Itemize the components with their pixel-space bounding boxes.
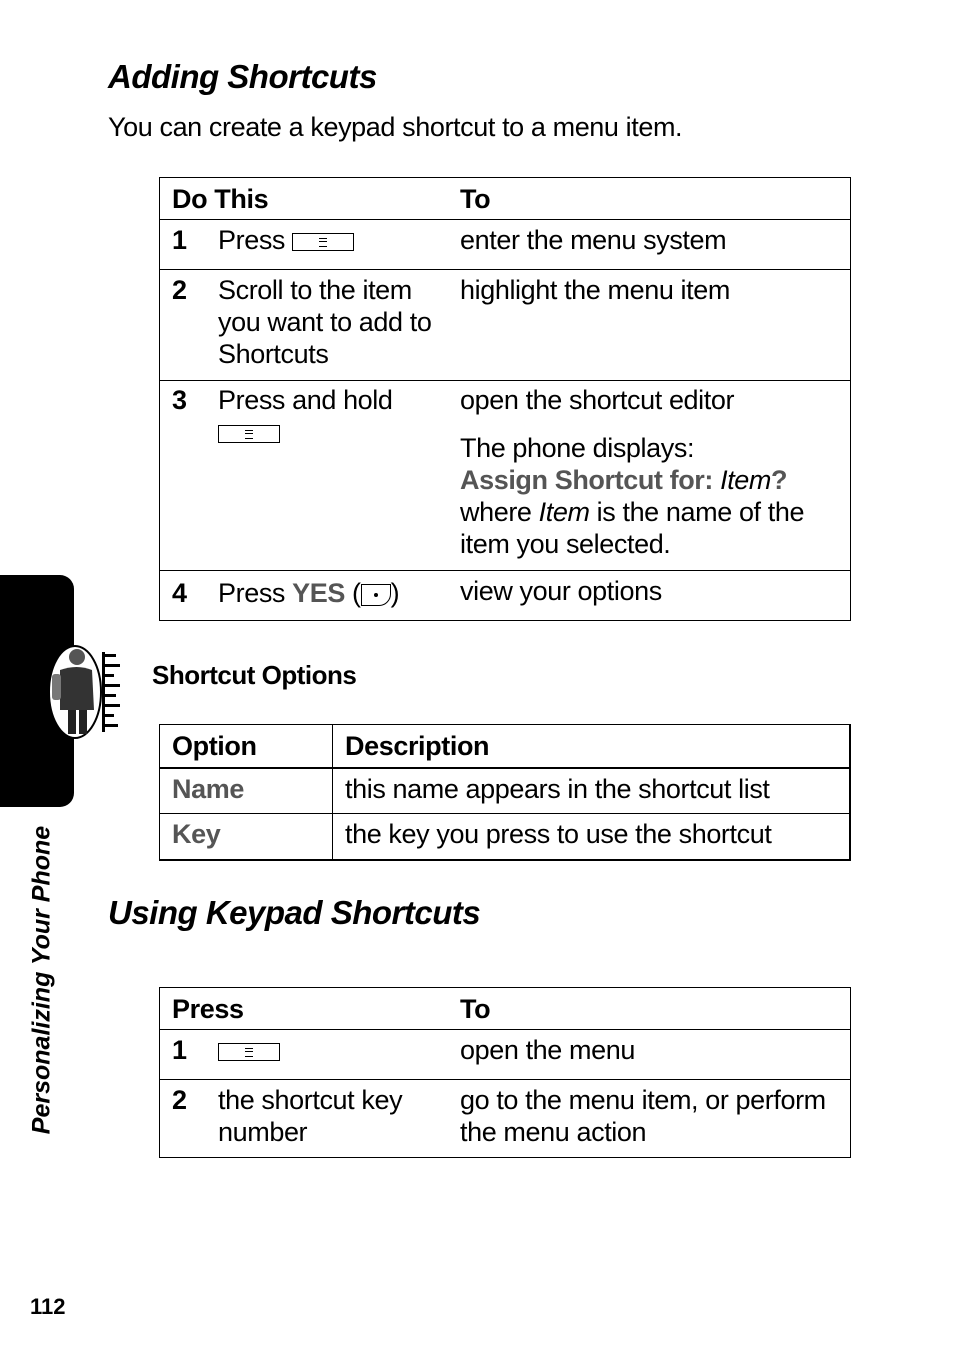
- step-action: the shortcut key number: [218, 1085, 403, 1147]
- step-action: Press: [218, 225, 286, 255]
- menu-key-icon: [218, 425, 280, 443]
- step-action: Press: [218, 578, 293, 608]
- column-header-do-this: Do This: [172, 183, 269, 214]
- intro-text: You can create a keypad shortcut to a menu item.: [108, 112, 683, 142]
- step-result: go to the menu item, or perform the menu action: [460, 1085, 826, 1147]
- step-result: view your options: [460, 576, 662, 606]
- display-prompt: Assign Shortcut for: Item?: [460, 465, 788, 495]
- table-row: [160, 767, 849, 813]
- step-number: 1: [172, 1035, 187, 1065]
- option-description: the key you press to use the shortcut: [345, 819, 772, 849]
- table-row: [160, 219, 850, 269]
- column-header-to: To: [460, 993, 491, 1024]
- subsection-title-shortcut-options: Shortcut Options: [152, 660, 357, 690]
- column-header-press: Press: [172, 993, 244, 1024]
- keypad-shortcuts-table: [159, 987, 851, 1158]
- menu-key-icon: [292, 233, 354, 251]
- step-number: 1: [172, 225, 187, 255]
- step-number: 2: [172, 275, 187, 305]
- steps-table: [159, 177, 851, 621]
- column-header-description: Description: [345, 731, 490, 761]
- step-result: enter the menu system: [460, 225, 727, 255]
- step-number: 2: [172, 1085, 187, 1115]
- options-table: [159, 724, 851, 861]
- display-note-intro: The phone displays:: [460, 433, 695, 463]
- step-action: Scroll to the item you want to add to Shortcuts: [218, 275, 432, 369]
- table-row: [160, 1029, 850, 1079]
- section-title-vertical: Personalizing Your Phone: [27, 825, 56, 1135]
- step-result: open the shortcut editor: [460, 385, 735, 415]
- step-action: Press and hold: [218, 385, 393, 415]
- column-header-option: Option: [160, 725, 333, 767]
- table-header-row: [160, 178, 850, 219]
- table-header-row: [160, 988, 850, 1029]
- section-title-adding-shortcuts: Adding Shortcuts: [108, 58, 377, 95]
- option-name: Name: [160, 769, 333, 813]
- table-row: [160, 1079, 850, 1157]
- section-title-using-keypad-shortcuts: Using Keypad Shortcuts: [108, 894, 481, 931]
- step-number: 3: [172, 385, 187, 415]
- option-description: this name appears in the shortcut list: [345, 774, 770, 804]
- table-header-row: [160, 725, 849, 767]
- column-header-to: To: [460, 183, 491, 214]
- step-result: open the menu: [460, 1035, 635, 1065]
- display-note-explanation: where Item is the name of the item you selected.: [460, 497, 805, 559]
- menu-key-icon: [218, 1043, 280, 1061]
- table-row: [160, 813, 849, 859]
- step-number: 4: [172, 578, 187, 608]
- table-row: [160, 380, 850, 570]
- table-row: [160, 269, 850, 380]
- table-row: 4 Press YES ( ) view your options: [160, 570, 850, 620]
- option-name: Key: [160, 814, 333, 859]
- step-result: highlight the menu item: [460, 275, 730, 305]
- yes-key-label: YES: [292, 578, 345, 608]
- page-number: 112: [30, 1294, 66, 1319]
- right-soft-key-icon: [361, 584, 391, 606]
- person-with-phone-icon: [44, 640, 126, 740]
